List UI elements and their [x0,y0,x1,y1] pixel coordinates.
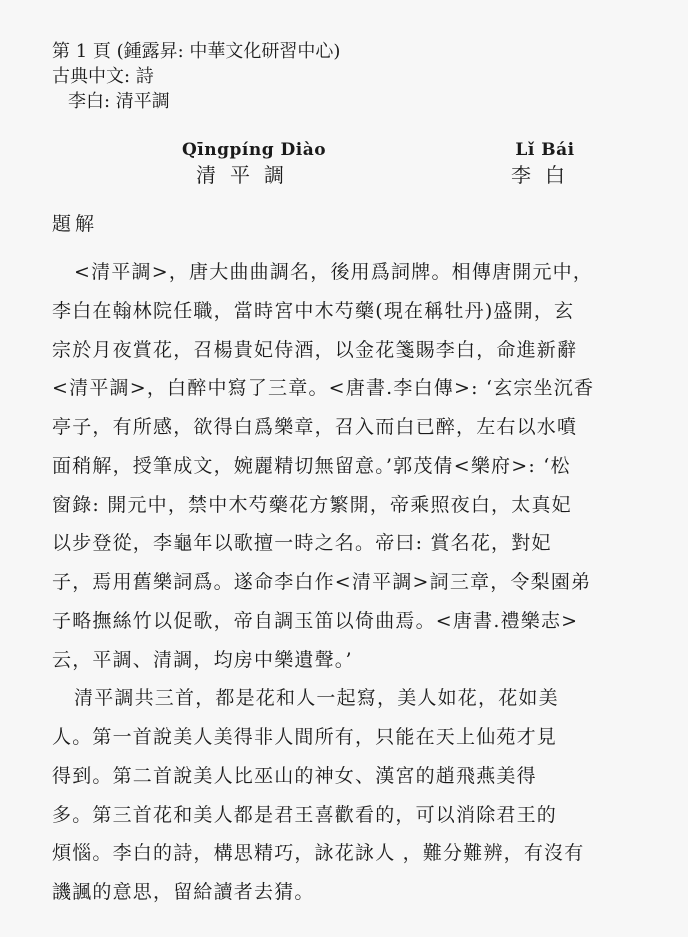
poem-title-pinyin: Qīngpíng Diào [182,140,327,160]
body-line: 云，平調、清調，均房中樂遺聲。’ [52,648,353,671]
body-line: 清平調共三首，都是花和人一起寫，美人如花，花如美 [74,687,559,710]
body-line: 人。第一首說美人美得非人間所有，只能在天上仙苑才見 [52,726,558,748]
body-line: 窗錄: 開元中，禁中木芍藥花方繁開，帝乘照夜白，太真妃 [52,493,572,516]
body-line: 李白在翰林院任職，當時宮中木芍藥(現在稱牡丹)盛開，玄 [52,299,575,322]
body-line: <清平調>，唐大曲曲調名，後用爲詞牌。相傳唐開元中， [74,261,594,283]
body-line: 以步登從，李龜年以歌擅一時之名。帝曰: 賞名花，對妃 [52,532,552,555]
body-line: <清平調>，白醉中寫了三章。<唐書.李白傳>: ‘玄宗坐沉香 [52,377,595,400]
body-line: 亭子，有所感，欲得白爲樂章，召入而白已醉，左右以水噴 [52,416,578,438]
body-line: 子，焉用舊樂詞爲。遂命李白作<清平調>詞三章，令梨園弟 [52,571,592,593]
body-line: 譏諷的意思，留給讀者去猜。 [52,881,315,903]
body-line: 子略撫絲竹以促歌，帝自調玉笛以倚曲焉。<唐書.禮樂志> [52,609,579,632]
poem-title-block [182,138,327,188]
body-line: 得到。第二首說美人比巫山的神女、漢宮的趙飛燕美得 [52,764,537,787]
body-line: 面稍解，授筆成文，婉麗精切無留意。’郭茂倩<樂府>: ‘松 [52,454,571,477]
poem-title-hanzi: 清平調 [196,163,298,187]
body-line: 煩惱。李白的詩，構思精巧，詠花詠人 ，難分難辨，有沒有 [52,842,585,865]
lesson-title: 李白: 清平調 [68,91,170,112]
poem-author-pinyin: Lǐ Bái [515,140,575,160]
body-line: 多。第三首花和美人都是君王喜歡看的，可以消除君王的 [52,803,558,826]
section-heading: 題解 [52,213,99,235]
body-line: 宗於月夜賞花，召楊貴妃侍酒，以金花箋賜李白，命進新辭 [52,338,578,361]
poem-author-block [505,138,585,188]
course-subtitle: 古典中文: 詩 [52,66,154,87]
poem-author-hanzi: 李白 [511,163,579,187]
page-header: 第 1 頁 (鍾露昇: 中華文化研習中心) [52,41,341,62]
